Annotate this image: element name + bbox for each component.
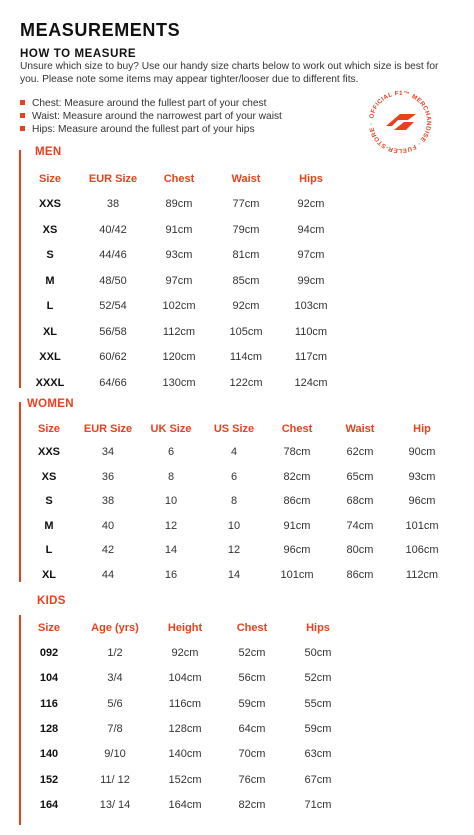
kids-table-cell: 140cm [168, 748, 202, 761]
kids-table-cell: 7/8 [107, 722, 123, 735]
kids-header-cell: Hips [306, 622, 330, 634]
kids-table-cell: 13/ 14 [99, 798, 131, 811]
svg-text:OFFICIAL F1™ MERCHANDISE · FUE [368, 90, 432, 154]
men-table-cell: 91cm [165, 223, 193, 236]
men-table-cell: 97cm [297, 249, 325, 261]
women-table-cell: 96cm [283, 544, 311, 556]
men-table-cell: 38 [106, 198, 120, 210]
women-table-cell: 44 [101, 568, 115, 581]
men-header-cell: Waist [231, 173, 261, 185]
how-to-intro: Unsure which size to buy? Use our handy size charts below to work out which size is best for you. Please note some items may appear tighter/looser due to different fits. [20, 61, 439, 85]
kids-table-cell: 3/4 [107, 672, 123, 685]
women-table-cell: 8 [230, 495, 238, 507]
women-table-cell: XS [41, 470, 57, 483]
men-table-cell: 99cm [297, 274, 325, 287]
men-table-cell: 110cm [294, 325, 328, 338]
bullet-hips: Hips: Measure around the fullest part of your hips [20, 123, 282, 136]
women-table-cell: 38 [101, 495, 115, 507]
women-header-cell: Waist [345, 423, 375, 435]
kids-table-cell: 55cm [304, 697, 332, 710]
men-table-cell: 85cm [232, 274, 260, 287]
measure-instructions [20, 97, 282, 136]
women-table-cell: 106cm [405, 544, 439, 556]
men-table-cell: 130cm [162, 376, 196, 389]
women-table-cell: 91cm [283, 519, 311, 532]
kids-table-cell: 52cm [238, 647, 266, 659]
men-table-cell: XL [42, 325, 58, 338]
f1-logo-icon [386, 114, 416, 130]
women-table-cell: 86cm [346, 568, 374, 581]
kids-table-cell: 152 [39, 773, 59, 786]
kids-table-cell: 104 [39, 672, 59, 685]
kids-header-cell: Size [37, 622, 61, 634]
men-header-cell: Size [38, 173, 62, 185]
men-table-cell: 117cm [294, 351, 328, 363]
page-title: MEASUREMENTS [20, 20, 181, 40]
women-table-cell: 101cm [405, 519, 439, 532]
kids-table-cell: 164cm [168, 798, 202, 811]
kids-table-cell: 128cm [168, 722, 202, 735]
kids-table-cell: 092 [39, 647, 59, 659]
men-table-cell: XS [42, 223, 58, 236]
kids-table-cell: 59cm [304, 722, 332, 735]
women-table-cell: 65cm [346, 470, 374, 483]
women-table-cell: 93cm [408, 470, 436, 483]
kids-table-cell: 52cm [304, 672, 332, 685]
men-table-cell: 79cm [232, 223, 260, 236]
women-table-cell: 10 [227, 519, 241, 532]
men-header-cell: Chest [163, 173, 195, 185]
women-header-cell: EUR Size [83, 423, 133, 435]
women-table-cell: 86cm [283, 495, 311, 507]
women-table-cell: 62cm [346, 446, 374, 458]
women-table-cell: 96cm [408, 495, 436, 507]
women-table-cell: 101cm [280, 568, 314, 581]
women-section-title: WOMEN [27, 398, 74, 410]
kids-table-cell: 152cm [168, 773, 202, 786]
seal-text: OFFICIAL F1™ MERCHANDISE · FUELER-STORE · [367, 89, 433, 155]
kids-table-cell: 67cm [304, 773, 332, 786]
official-merchandise-seal-icon [364, 86, 436, 158]
kids-section-divider [19, 615, 21, 825]
women-header-cell: Chest [281, 423, 313, 435]
men-table-cell: 97cm [165, 274, 193, 287]
men-table-cell: 40/42 [99, 223, 127, 236]
men-table-cell: M [45, 274, 55, 287]
men-table-cell: 64/66 [99, 376, 127, 389]
men-table-cell: 77cm [232, 198, 260, 210]
women-table-cell: 74cm [346, 519, 374, 532]
women-table-cell: 6 [167, 446, 175, 458]
men-table-cell: 92cm [232, 300, 260, 312]
men-table-cell: XXL [39, 351, 61, 363]
kids-table-cell: 164 [39, 798, 59, 811]
kids-header-cell: Chest [236, 622, 268, 634]
women-table-cell: L [45, 544, 53, 556]
men-table-cell: 124cm [294, 376, 328, 389]
how-to-measure-heading: HOW TO MEASURE [20, 48, 137, 60]
kids-table-cell: 70cm [238, 748, 266, 761]
kids-table-cell: 82cm [238, 798, 266, 811]
kids-table-cell: 116 [40, 697, 58, 710]
kids-table-cell: 116cm [168, 697, 202, 710]
women-table-cell: 12 [227, 544, 241, 556]
women-table-cell: 4 [230, 446, 238, 458]
men-table-cell: 60/62 [99, 351, 127, 363]
women-table-cell: XL [41, 568, 57, 581]
kids-table-cell: 1/2 [107, 647, 123, 659]
men-table-cell: S [46, 249, 54, 261]
kids-table-cell: 92cm [171, 647, 199, 659]
men-table-cell: 52/54 [99, 300, 127, 312]
kids-table-cell: 63cm [304, 748, 332, 761]
women-table-cell: 80cm [346, 544, 374, 556]
men-header-cell: Hips [299, 173, 323, 185]
kids-table-cell: 50cm [304, 647, 332, 659]
women-table-cell: 40 [101, 519, 115, 532]
men-section-divider [19, 150, 21, 388]
men-table-cell: XXS [38, 198, 62, 210]
kids-table-cell: 56cm [238, 672, 266, 685]
men-table-cell: 94cm [297, 223, 325, 236]
men-header-cell: EUR Size [88, 173, 138, 185]
men-section-title: MEN [35, 146, 62, 158]
men-table-cell: 112cm [162, 325, 196, 338]
women-table-cell: 16 [164, 568, 178, 581]
women-table-cell: 78cm [283, 446, 311, 458]
women-table-cell: 36 [101, 470, 115, 483]
men-table-cell: 44/46 [99, 249, 127, 261]
kids-table-cell: 71cm [304, 798, 332, 811]
women-table-cell: 68cm [346, 495, 374, 507]
men-table-cell: 48/50 [99, 274, 127, 287]
women-section-divider [19, 402, 21, 582]
women-table-cell: 8 [167, 470, 175, 483]
men-table-cell: L [46, 300, 54, 312]
men-table-cell: 56/58 [99, 325, 127, 338]
men-table-cell: 114cm [229, 351, 263, 363]
women-table-cell: S [45, 495, 53, 507]
women-table-cell: 82cm [283, 470, 311, 483]
kids-header-cell: Height [167, 622, 203, 634]
kids-table-cell: 128 [39, 722, 59, 735]
men-table-cell: XXXL [35, 376, 65, 389]
kids-header-cell: Age (yrs) [91, 622, 139, 634]
women-table-cell: M [44, 519, 54, 532]
women-table-cell: 6 [230, 470, 238, 483]
men-table-cell: 89cm [165, 198, 193, 210]
bullet-waist: Waist: Measure around the narrowest part of your waist [20, 110, 282, 123]
women-table-cell: 14 [227, 568, 241, 581]
kids-table-cell: 5/6 [107, 697, 123, 710]
kids-table-cell: 140 [39, 748, 59, 761]
kids-table-cell: 104cm [168, 672, 202, 685]
women-header-cell: Hip [413, 423, 431, 435]
kids-section-title: KIDS [37, 595, 66, 607]
men-table-cell: 92cm [297, 198, 325, 210]
kids-table-cell: 9/10 [104, 748, 126, 761]
men-table-cell: 120cm [162, 351, 196, 363]
bullet-chest: Chest: Measure around the fullest part of your chest [20, 97, 282, 110]
kids-table-cell: 76cm [238, 773, 266, 786]
kids-table-cell: 59cm [238, 697, 266, 710]
men-table-cell: 93cm [165, 249, 193, 261]
women-table-cell: 42 [101, 544, 115, 556]
women-table-cell: 90cm [408, 446, 436, 458]
women-table-cell: 12 [164, 519, 178, 532]
women-table-cell: 14 [164, 544, 178, 556]
women-table-cell: 34 [101, 446, 115, 458]
women-table-cell: 10 [164, 495, 178, 507]
women-header-cell: Size [37, 423, 61, 435]
kids-table-cell: 64cm [238, 722, 266, 735]
men-table-cell: 105cm [229, 325, 263, 338]
men-table-cell: 103cm [294, 300, 328, 312]
men-table-cell: 81cm [232, 249, 260, 261]
women-header-cell: UK Size [150, 423, 192, 435]
women-table-cell: 112cm [405, 568, 439, 581]
women-header-cell: US Size [213, 423, 255, 435]
kids-table-cell: 11/ 12 [100, 773, 130, 786]
men-table-cell: 122cm [229, 376, 263, 389]
women-table-cell: XXS [37, 446, 61, 458]
men-table-cell: 102cm [162, 300, 196, 312]
